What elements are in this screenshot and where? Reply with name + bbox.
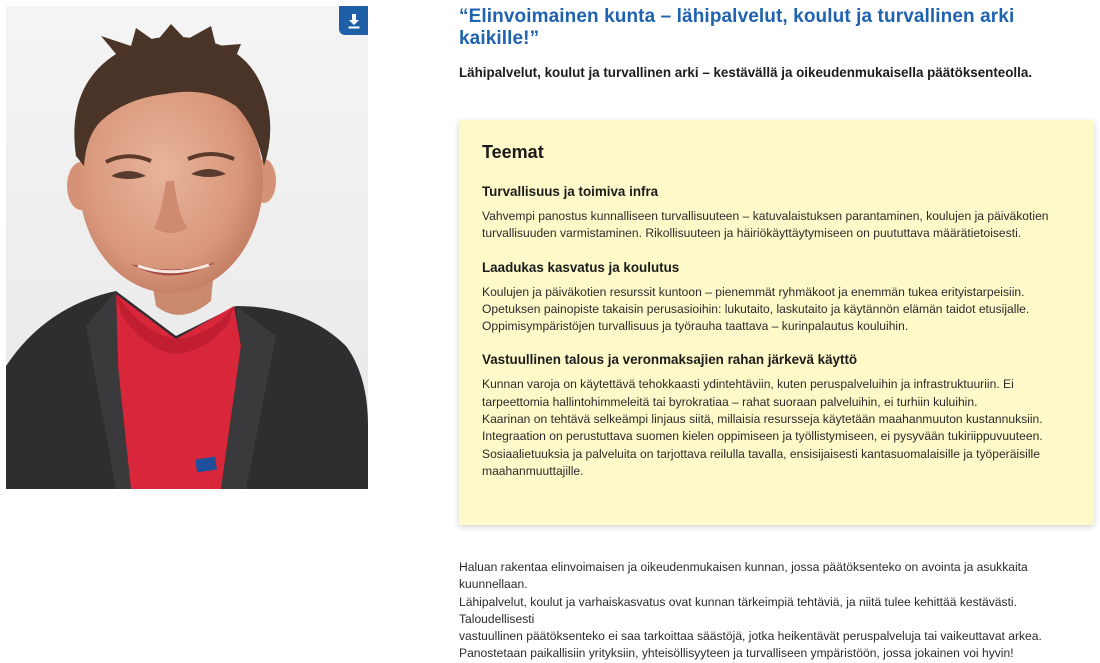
theme-safety [482, 184, 1071, 243]
download-icon [347, 13, 361, 29]
theme-line: maahanmuuttajille. [482, 463, 584, 478]
theme-line: Kaarinan on tehtävä selkeämpi linjaus siitä, millaisia resursseja käytetään maahanmuuton kustannuksiin. [482, 412, 1043, 427]
theme-economy [482, 352, 1071, 480]
campaign-quote: “Elinvoimainen kunta – lähipalvelut, koulut ja turvallinen arki kaikille!” [459, 6, 1015, 49]
theme-heading: Turvallisuus ja toimiva infra [482, 184, 659, 199]
theme-line: Opetuksen painopiste takaisin perusasioihin: lukutaito, laskutaito ja käytännön elämän taidot etusijalle. [482, 301, 1030, 316]
themes-title: Teemat [482, 142, 544, 162]
statement-line: Panostetaan paikallisiin yrityksiin, yhteisöllisyyteen ja turvalliseen ympäristöön, jossa jokainen voi hyvin! [459, 646, 1014, 661]
campaign-lead: Lähipalvelut, koulut ja turvallinen arki – kestävällä ja oikeudenmukaisella päätöksenteolla. [459, 65, 1033, 80]
theme-line: Koulujen ja päiväkotien resurssit kuntoon – pienemmät ryhmäkoot ja enemmän tukea erityistarpeisiin. [482, 284, 1025, 299]
theme-text [482, 208, 1071, 243]
theme-education [482, 260, 1071, 336]
themes-box [459, 120, 1094, 525]
theme-text [482, 376, 1071, 480]
theme-line: tarpeettomia hallintohimmeleitä tai byrokratiaa – rahat suoraan palveluihin, ei turhiin kuluihin. [482, 394, 978, 409]
portrait-illustration [6, 6, 368, 489]
theme-line: Oppimisympäristöjen turvallisuus ja työrauha taattava – kurinpalautus kouluihin. [482, 319, 909, 334]
candidate-statement [459, 559, 1095, 663]
theme-text [482, 284, 1071, 336]
theme-line: Kunnan varoja on käytettävä tehokkaasti ydintehtäviin, kuten peruspalveluihin ja infrastruktuuriin. Ei [482, 377, 1014, 392]
statement-line: vastuullinen päätöksenteko ei saa tarkoittaa säästöjä, jotka heikentävät peruspalveluja tai vaikeuttavat arkea. [459, 629, 1042, 644]
theme-line: Vahvempi panostus kunnalliseen turvallisuuteen – katuvalaistuksen parantaminen, koulujen ja päiväkotien [482, 209, 1049, 223]
candidate-photo [6, 6, 368, 489]
download-button[interactable] [339, 6, 368, 35]
theme-heading: Laadukas kasvatus ja koulutus [482, 259, 680, 275]
theme-line: Sosiaalietuuksia ja palveluita on tarjottava reilulla tavalla, ensisijaisesti kantasuomalaisille ja työperäisille [482, 446, 1040, 461]
theme-heading: Vastuullinen talous ja veronmaksajien rahan järkevä käyttö [482, 352, 858, 368]
statement-line: Haluan rakentaa elinvoimaisen ja oikeudenmukaisen kunnan, jossa päätöksenteko on avointa ja asukkaita kuunnellaan. [459, 560, 1028, 592]
theme-line: turvallisuuden varmistaminen. Rikollisuuteen ja häiriökäyttäytymiseen on puututtava määrätietoisesti. [482, 226, 1022, 241]
theme-line: Integraation on perustuttava suomen kielen oppimiseen ja työllistymiseen, ei pysyvään tukiriippuvuuteen. [482, 429, 1043, 444]
statement-line: Lähipalvelut, koulut ja varhaiskasvatus ovat kunnan tärkeimpiä tehtäviä, ja niitä tulee kehittää kestävästi. Taloudellisesti [459, 594, 1017, 626]
